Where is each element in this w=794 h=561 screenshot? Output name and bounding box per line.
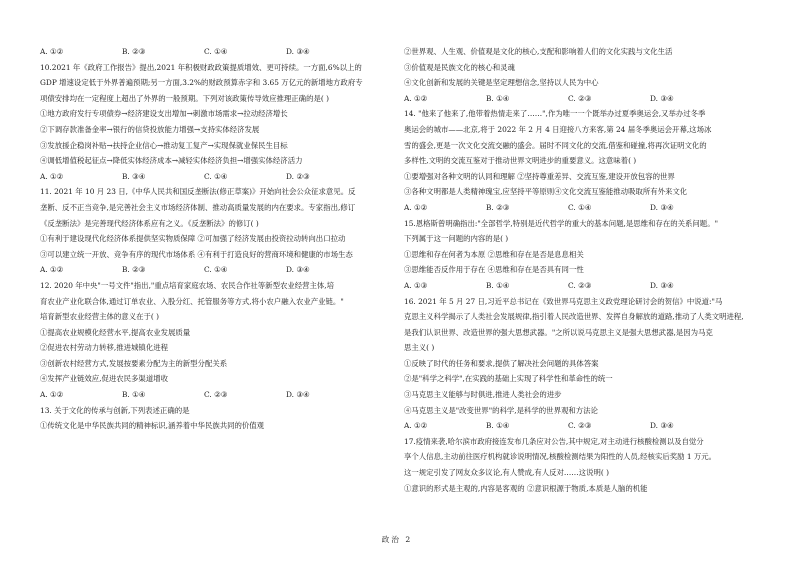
option-d: D. ③④ xyxy=(650,202,674,212)
option-d: D. ③④ xyxy=(650,280,674,290)
answer-options xyxy=(404,91,756,107)
option-a: A. ①② xyxy=(404,93,428,103)
question-13-item: ①传统文化是中华民族共同的精神标识,涵养着中华民族共同的价值观 xyxy=(40,421,265,431)
answer-options xyxy=(404,418,756,434)
question-16-item: ①反映了时代的任务和要求,提供了解决社会问题的具体答案 xyxy=(404,358,599,368)
answer-options xyxy=(404,200,756,216)
question-15-items: ③思维能否反作用于存在 ④思维和存在是否具有同一性 xyxy=(404,265,584,275)
question-16-line: 16. 2021 年 5 月 27 日,习近平总书记在《致世界马克思主义政党理论研讨会的贺信》中说道:"马 xyxy=(404,296,723,306)
option-d: D. ③④ xyxy=(286,390,310,400)
question-17-line: 这一规定引发了网友众多议论,有人赞成,有人反对……这说明( ) xyxy=(404,468,609,478)
option-d: D. ③④ xyxy=(286,265,310,275)
answer-options xyxy=(40,387,388,403)
question-10-item: ①地方政府发行专项债券→经济建设支出增加→刺激市场需求→拉动经济增长 xyxy=(40,109,288,119)
question-12-line: 育农业产业化联合体,通过订单农业、入股分红、托管服务等方式,将小农户融入农业产业链。" xyxy=(40,296,344,306)
option-c: C. ②③ xyxy=(568,280,592,290)
option-a: A. ①② xyxy=(40,171,64,181)
option-b: B. ②③ xyxy=(122,47,146,56)
option-d: D. ③④ xyxy=(286,47,310,56)
question-14-items: ③各种文明都是人类精神瑰宝,应坚持平等原则④文化交流互鉴能推动吸取所有外来文化 xyxy=(404,187,688,197)
option-c: C. ②③ xyxy=(568,421,592,431)
option-b: B. ①④ xyxy=(122,390,146,400)
option-a: A. ①② xyxy=(40,47,64,56)
option-c: C. ①④ xyxy=(204,47,228,56)
question-11-line: 《反垄断法》是完善现代经济体系应有之义。《反垄断法》的修订( ) xyxy=(40,218,259,228)
option-b: B. ②③ xyxy=(122,265,146,275)
question-13-item: ④文化创新和发展的关键是坚定理想信念,坚持以人民为中心 xyxy=(404,78,599,88)
question-12-item: ③创新农村经营方式,发展按要素分配为主的新型分配关系 xyxy=(40,358,228,368)
answer-options xyxy=(40,44,388,60)
answer-options xyxy=(40,262,388,278)
option-b: B. ①④ xyxy=(486,280,510,290)
option-b: B. ②③ xyxy=(486,202,510,212)
question-17-line: 17.疫情来袭,哈尔滨市政府接连发布几条应对公告,其中规定,对主动进行核酸检测以及自觉分 xyxy=(404,436,704,446)
question-15-items: ①思维和存在何者为本原 ②思维和存在是否是息息相关 xyxy=(404,249,584,259)
option-d: D. ③④ xyxy=(650,93,674,103)
answer-options xyxy=(404,278,756,294)
question-14-line: 多样性,文明的交流互鉴对于推动世界文明进步的重要意义。这意味着( ) xyxy=(404,156,637,166)
question-17-items: ①意识的形式是主观的,内容是客观的 ②意识根源于物质,本质是人脑的机能 xyxy=(404,483,648,493)
question-12-line: 12. 2020 年中央"一号文件"指出,"重点培育家庭农场、农民合作社等新型农业经营主体,培 xyxy=(40,280,335,290)
option-a: A. ①③ xyxy=(404,280,428,290)
option-a: A. ①② xyxy=(404,202,428,212)
question-15-line: 15.恩格斯曾明确指出:"全部哲学,特别是近代哲学的重大的基本问题,是思维和存在的关系问题。" xyxy=(404,218,718,228)
question-10-line: GDP 增速设定低于外界普遍预期;另一方面,3.2%的财政预算赤字和 3.65 万亿元的新增地方政府专 xyxy=(40,78,363,88)
question-14-line: 奥运会的城市——北京,将于 2022 年 2 月 4 日迎接八方来客,第 24 届冬季奥运会开幕,这场冰 xyxy=(404,124,712,134)
option-b: B. ①④ xyxy=(486,421,510,431)
question-15-line: 下列属于这一问题的内容的是( ) xyxy=(404,234,509,244)
question-16-item: ③马克思主义能够与时俱进,推进人类社会的进步 xyxy=(404,390,562,400)
option-c: C. ①④ xyxy=(204,265,228,275)
question-11-items: ③可以建立统一开放、竞争有序的现代市场体系 ④有利于打造良好的营商环境和健康的市场生态 xyxy=(40,249,353,259)
option-a: A. ①② xyxy=(404,421,428,431)
answer-options xyxy=(40,169,388,185)
question-12-line: 培育新型农业经营主体的意义在于( ) xyxy=(40,312,159,322)
question-10-line: 10.2021 年《政府工作报告》提出,2021 年积极财政政策提质增效、更可持续。一方面,6%以上的 xyxy=(40,62,362,72)
question-13-item: ②世界观、人生观、价值观是文化的核心,支配和影响着人们的文化实践与文化生活 xyxy=(404,47,673,56)
option-b: B. ①④ xyxy=(486,93,510,103)
question-12-item: ②促进农村劳动力转移,推进城镇化进程 xyxy=(40,343,168,353)
option-c: C. ①④ xyxy=(204,171,228,181)
right-column xyxy=(404,44,756,496)
option-c: C. ②③ xyxy=(568,93,592,103)
question-11-items: ①有利于建设现代化经济体系提供坚实物质保障 ②可加强了经济发展由投资拉动转向出口拉动 xyxy=(40,234,346,244)
option-c: C. ②③ xyxy=(204,390,228,400)
option-a: A. ①② xyxy=(40,265,64,275)
option-d: D. ②③ xyxy=(286,171,310,181)
question-11-line: 垄断、反不正当竞争,是完善社会主义市场经济体制、推动高质量发展的内在要求。专家指出,修订 xyxy=(40,202,356,212)
question-13-item: ③价值观是民族文化的核心和灵魂 xyxy=(404,62,515,72)
question-11-line: 11. 2021 年 10 月 23 日,《中华人民共和国反垄断法(修正草案)》开始向社会公众征求意见。反 xyxy=(40,187,356,197)
option-b: B. ③④ xyxy=(122,171,146,181)
question-14-line: 雪的盛会,更是一次文化交流交融的盛会。届时不同文化的交流,借鉴和碰撞,将再次证明文化的 xyxy=(404,140,707,150)
question-16-line: 是我们认识世界、改造世界的强大思想武器。"之所以说马克思主义是强大思想武器,是因为马克 xyxy=(404,327,713,337)
question-16-item: ②是"科学之科学",在实践的基础上实现了科学性和革命性的统一 xyxy=(404,374,613,384)
question-16-item: ④马克思主义是"改变世界"的科学,是科学的世界观和方法论 xyxy=(404,405,598,415)
left-column xyxy=(40,44,388,434)
question-14-items: ①要增强对各种文明的认同和理解 ②坚持尊重差异、交流互鉴,建设开放包容的世界 xyxy=(404,171,675,181)
question-12-item: ①提高农业规模化经营水平,提高农业发展质量 xyxy=(40,327,191,337)
question-16-line: 思主义( ) xyxy=(404,343,435,353)
option-a: A. ①② xyxy=(40,390,64,400)
question-16-line: 克思主义科学揭示了人类社会发展规律,指引着人民改造世界、发挥自身解放的道路,推动了人类文明进程, xyxy=(404,312,744,322)
option-c: C. ①④ xyxy=(568,202,592,212)
question-14-line: 14. "他来了他来了,他带着热情走来了……",作为唯一一个既举办过夏季奥运会,又举办过冬季 xyxy=(404,109,706,119)
question-10-item: ③发放援企稳岗补贴→扶持企业信心→推动复工复产→实现保就业保民生目标 xyxy=(40,140,288,150)
question-10-item: ②下调存款准备金率→银行的信贷投放能力增强→支持实体经济发展 xyxy=(40,124,260,134)
question-10-line: 项债安排均在一定程度上超出了外界的一般预期。下列对该政策传导效应推理正确的是( ) xyxy=(40,93,329,103)
question-10-item: ④调低增值税起征点→降低实体经济成本→减轻实体经济负担→增强实体经济活力 xyxy=(40,156,303,166)
question-12-item: ④发挥产业链效应,促进农民多渠道增收 xyxy=(40,374,168,384)
option-d: D. ③④ xyxy=(650,421,674,431)
page-footer: 政治 2 xyxy=(381,535,413,544)
question-13-line: 13. 关于文化的传承与创新,下列表述正确的是 xyxy=(40,405,190,415)
question-17-line: 享个人信息,主动前往医疗机构就诊说明情况,核酸检测结果为阳性的人员,经核实后奖励 1 万元。 xyxy=(404,452,717,462)
